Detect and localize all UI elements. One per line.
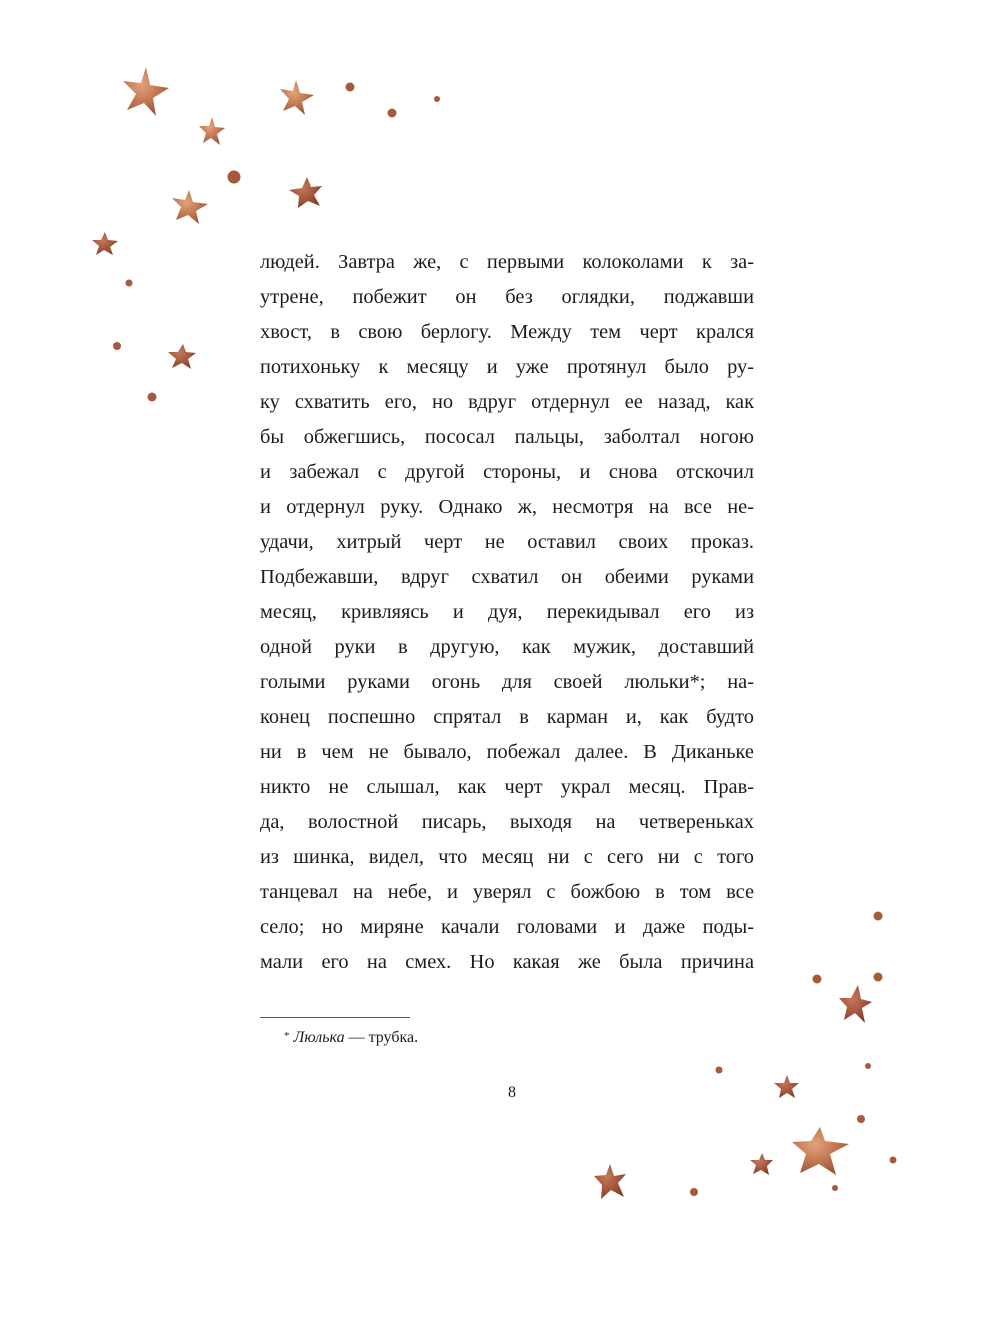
text-line: месяц, кривляясь и дуя, перекидывал его из [260, 601, 754, 623]
star-icon [168, 344, 196, 369]
dot-icon [434, 96, 440, 102]
text-line: бы обжегшись, пососал пальцы, заболтал ногою [260, 426, 754, 448]
star-icon [750, 1153, 773, 1175]
text-line: голыми руками огонь для своей люльки*; на- [260, 671, 754, 693]
dot-icon [813, 975, 822, 984]
footnote-divider [260, 1017, 410, 1018]
dot-icon [832, 1185, 838, 1191]
text-line: людей. Завтра же, с первыми колоколами к за- [260, 251, 754, 273]
dot-icon [113, 342, 121, 350]
text-line: Подбежавши, вдруг схватил он обеими руками [260, 566, 754, 588]
star-icon [172, 190, 208, 224]
dot-icon [346, 83, 355, 92]
footnote [284, 1024, 418, 1050]
dot-icon [857, 1115, 865, 1123]
star-icon [123, 67, 169, 116]
star-icon [792, 1127, 849, 1175]
text-line: да, волостной писарь, выходя на четвереньках [260, 811, 754, 833]
footnote-term: Люлька [293, 1029, 345, 1046]
star-icon [289, 177, 322, 208]
text-line: никто не слышал, как черт украл месяц. Прав- [260, 776, 754, 798]
footnote-marker: * [284, 1030, 290, 1042]
text-line: одной руки в другую, как мужик, доставший [260, 636, 754, 658]
dot-icon [874, 912, 883, 921]
dot-icon [865, 1063, 871, 1069]
dot-icon [126, 280, 133, 287]
page-number: 8 [508, 1084, 516, 1101]
text-line: хвост, в свою берлогу. Между тем черт крался [260, 321, 754, 343]
star-icon [280, 80, 314, 115]
star-icon [92, 232, 118, 255]
dot-icon [690, 1188, 698, 1196]
star-icon [199, 117, 225, 145]
text-line: конец поспешно спрятал в карман и, как будто [260, 706, 754, 728]
dot-icon [874, 973, 883, 982]
dot-icon [228, 171, 241, 184]
dot-icon [148, 393, 157, 402]
star-icon [594, 1164, 626, 1199]
text-line: и забежал с другой стороны, и снова отскочил [260, 461, 754, 483]
body-text [260, 245, 754, 980]
text-line: удачи, хитрый черт не оставил своих проказ. [260, 531, 754, 553]
text-line: потихоньку к месяцу и уже протянул было ру- [260, 356, 754, 378]
dot-icon [716, 1067, 723, 1074]
text-line: из шинка, видел, что месяц ни с сего ни с того [260, 846, 754, 868]
text-line: мали его на смех. Но какая же была причина [260, 951, 754, 973]
dot-icon [388, 109, 397, 118]
text-line: ку схватить его, но вдруг отдернул ее назад, как [260, 391, 754, 413]
text-line: утрене, побежит он без оглядки, поджавши [260, 286, 754, 308]
text-line: село; но миряне качали головами и даже поды- [260, 916, 754, 938]
footnote-definition: — трубка. [344, 1029, 419, 1046]
text-line: танцевал на небе, и уверял с божбою в том все [260, 881, 754, 903]
star-icon [774, 1075, 799, 1098]
dot-icon [890, 1157, 897, 1164]
text-line: ни в чем не бывало, побежал далее. В Диканьке [260, 741, 754, 763]
star-icon [839, 985, 872, 1023]
text-line: и отдернул руку. Однако ж, несмотря на все не- [260, 496, 754, 518]
